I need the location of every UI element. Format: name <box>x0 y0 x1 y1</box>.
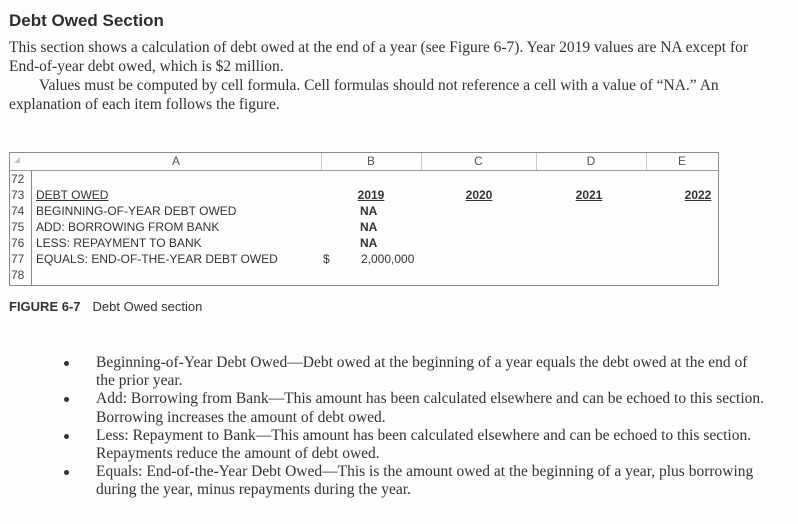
list-item <box>60 354 770 390</box>
column-header-e: E <box>677 154 686 168</box>
row-number: 76 <box>11 236 25 250</box>
explanation-list <box>60 354 770 500</box>
year-header-2020: 2020 <box>465 188 493 202</box>
row-number: 73 <box>11 188 25 202</box>
section-heading: Debt Owed Section <box>9 11 164 30</box>
column-divider <box>646 153 647 170</box>
cell-b77: 2,000,000 <box>361 252 415 266</box>
year-header-2022: 2022 <box>684 188 712 202</box>
bullet-icon <box>64 361 69 366</box>
list-item <box>60 427 770 463</box>
sheet-row-74 <box>10 203 718 219</box>
list-item-text: Equals: End-of-the-Year Debt Owed—This is the amount owed at the beginning of a year, plus borrowing during the year, minus repayments during the year. <box>96 463 754 499</box>
row-number: 78 <box>11 268 25 282</box>
sheet-row-76 <box>10 235 718 251</box>
row-label: LESS: REPAYMENT TO BANK <box>36 236 202 250</box>
cell-b75: NA <box>360 220 378 234</box>
bullet-icon <box>64 434 69 439</box>
list-item <box>60 390 770 426</box>
sheet-row-75 <box>10 219 718 235</box>
bullet-icon <box>64 397 69 402</box>
select-all-corner-icon <box>14 157 20 163</box>
cell-b76: NA <box>360 236 378 250</box>
column-header-b: B <box>366 154 375 168</box>
row-label: ADD: BORROWING FROM BANK <box>36 220 220 234</box>
column-divider <box>536 153 537 170</box>
spreadsheet-figure <box>9 152 719 286</box>
sheet-row-77 <box>10 251 718 267</box>
year-header-2021: 2021 <box>575 188 603 202</box>
column-divider <box>321 153 322 170</box>
sheet-row-78 <box>10 267 718 283</box>
column-divider <box>421 153 422 170</box>
currency-symbol: $ <box>323 252 330 266</box>
intro-paragraph-1: This section shows a calculation of debt owed at the end of a year (see Figure 6-7). Year 2019 values are NA except for End-of-year debt owed, which is $2 million. <box>9 39 749 75</box>
row-label: BEGINNING-OF-YEAR DEBT OWED <box>36 204 237 218</box>
sheet-row-72 <box>10 171 718 187</box>
list-item-text: Add: Borrowing from Bank—This amount has been calculated elsewhere and can be echoed to this section. Borrowing increases the amount of debt owed. <box>96 390 765 426</box>
figure-caption-text: Debt Owed section <box>92 299 203 314</box>
row-number: 75 <box>11 220 25 234</box>
list-item-text: Beginning-of-Year Debt Owed—Debt owed at the beginning of a year equals the debt owed at the end of the prior year. <box>96 354 748 390</box>
column-header-a: A <box>171 154 180 168</box>
row-number: 74 <box>11 204 25 218</box>
intro-paragraph-2: Values must be computed by cell formula. Cell formulas should not reference a cell with a value of “NA.” An explanation of each item follows the figure. <box>9 77 719 113</box>
row-number: 77 <box>11 252 25 266</box>
bullet-icon <box>64 470 69 475</box>
list-item-text: Less: Repayment to Bank—This amount has been calculated elsewhere and can be echoed to this section. Repayments reduce the amount of debt owed. <box>96 426 752 463</box>
cell-b74: NA <box>360 204 378 218</box>
intro-text <box>9 38 779 114</box>
sheet-row-73 <box>10 187 718 203</box>
column-header-c: C <box>474 154 483 168</box>
list-item <box>60 463 770 499</box>
column-header-d: D <box>586 154 596 168</box>
row-number: 72 <box>11 172 25 186</box>
figure-caption <box>9 299 202 314</box>
figure-label: FIGURE 6-7 <box>9 299 81 314</box>
debt-owed-title: DEBT OWED <box>36 188 109 202</box>
year-header-2019: 2019 <box>357 188 385 202</box>
row-label: EQUALS: END-OF-THE-YEAR DEBT OWED <box>36 252 278 266</box>
